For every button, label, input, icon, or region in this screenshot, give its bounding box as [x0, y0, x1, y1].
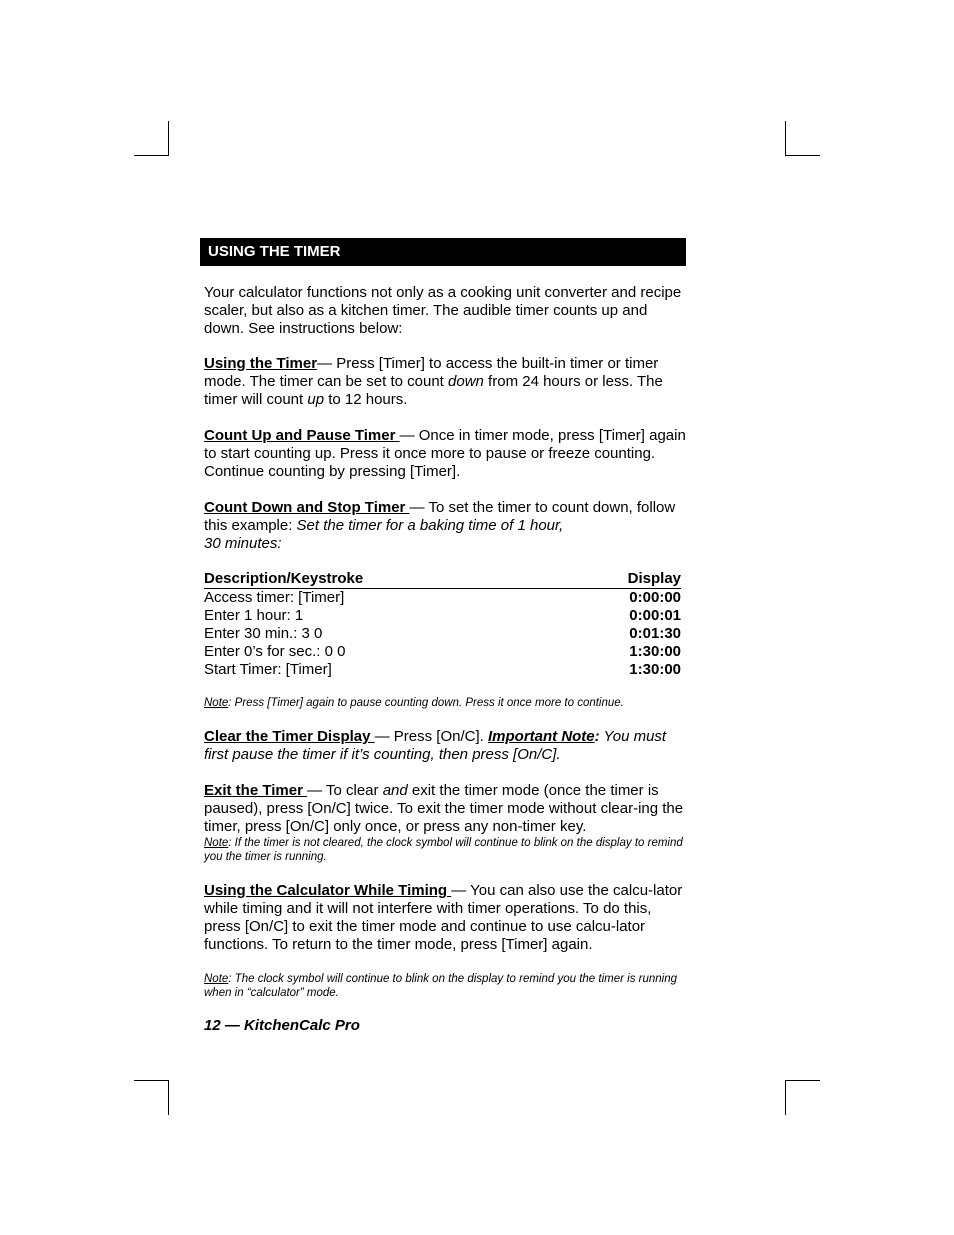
- count-down-paragraph: [204, 499, 686, 553]
- page-footer: 12 — KitchenCalc Pro: [204, 1017, 360, 1034]
- using-timer-paragraph: [204, 355, 686, 409]
- crop-mark: [785, 1080, 786, 1115]
- row-display: 0:01:30: [629, 625, 681, 642]
- count-up-paragraph: [204, 427, 686, 481]
- important-note-label: Important Note: [487, 728, 595, 745]
- count-down-text: — To set the timer to count down, follow this example:: [204, 499, 676, 534]
- clear-paragraph: [204, 728, 686, 764]
- note-text: : Press [Timer] again to pause counting down. Press it once more to continue.: [228, 697, 624, 709]
- note-label: Note: [204, 837, 229, 849]
- table-row: [204, 643, 681, 661]
- using-timer-heading: Using the Timer: [204, 355, 318, 372]
- crop-mark: [785, 1080, 820, 1081]
- row-description: Enter 30 min.: 3 0: [204, 625, 323, 642]
- note-label: Note: [204, 697, 229, 709]
- exit-text: — To clear: [307, 782, 383, 799]
- clear-text: — Press [On/C].: [374, 728, 488, 745]
- table-row: [204, 607, 681, 625]
- row-description: Enter 1 hour: 1: [204, 607, 304, 624]
- note-text: : The clock symbol will continue to blink on the display to remind you the timer is running when in “calculator” mode.: [204, 973, 678, 999]
- table-row: [204, 589, 681, 607]
- crop-mark: [134, 155, 169, 156]
- using-timer-text: from 24 hours or less. The timer will count: [204, 373, 663, 408]
- row-description: Start Timer: [Timer]: [204, 661, 332, 678]
- row-display: 0:00:00: [629, 589, 681, 606]
- section-header: [200, 238, 686, 266]
- column-header-display: Display: [627, 570, 681, 587]
- crop-mark: [134, 1080, 169, 1081]
- clear-heading: Clear the Timer Display: [204, 728, 375, 745]
- note-text: : If the timer is not cleared, the clock symbol will continue to blink on the display to remind you the timer is running.: [204, 837, 683, 863]
- note-calculator-mode: [204, 972, 686, 1000]
- row-display: 0:00:01: [629, 607, 681, 624]
- table-row: [204, 625, 681, 643]
- exit-heading: Exit the Timer: [204, 782, 308, 799]
- emphasis: Set the timer for a baking time of 1 hour,: [296, 517, 564, 534]
- row-display: 1:30:00: [629, 661, 681, 678]
- note-label: Note: [204, 973, 229, 985]
- note-pause: [204, 696, 686, 710]
- calc-while-timing-text: — You can also use the calcu-lator while timing and it will not interfere with timer operations. To do this, press [On/C] to exit the timer mode and continue to use calcu-lator functions. To return to the timer mode, press [Timer] again.: [204, 882, 683, 953]
- note-clock-blink: [204, 836, 686, 864]
- row-description: Access timer: [Timer]: [204, 589, 345, 606]
- crop-mark: [168, 121, 169, 156]
- emphasis: and: [382, 782, 408, 799]
- crop-mark: [785, 121, 786, 156]
- exit-paragraph: [204, 782, 686, 864]
- crop-mark: [168, 1080, 169, 1115]
- count-down-heading: Count Down and Stop Timer: [204, 499, 410, 516]
- row-description: Enter 0’s for sec.: 0 0: [204, 643, 346, 660]
- table-row: [204, 661, 681, 679]
- important-note-text: You must first pause the timer if it’s counting, then press [On/C].: [204, 728, 667, 763]
- emphasis: 30 minutes:: [204, 535, 282, 552]
- using-timer-text: to 12 hours.: [324, 391, 408, 408]
- calc-while-timing-paragraph: [204, 882, 686, 954]
- section-title: USING THE TIMER: [208, 243, 341, 260]
- keystroke-table: [204, 570, 681, 679]
- calc-while-timing-heading: Using the Calculator While Timing: [204, 882, 452, 899]
- important-note-colon: :: [594, 728, 600, 745]
- count-up-heading: Count Up and Pause Timer: [204, 427, 400, 444]
- crop-mark: [785, 155, 820, 156]
- emphasis: down: [448, 373, 484, 390]
- emphasis: up: [307, 391, 325, 408]
- using-timer-text: — Press [Timer] to access the built-in timer or timer mode. The timer can be set to count: [204, 355, 659, 390]
- exit-text: exit the timer mode (once the timer is paused), press [On/C] twice. To exit the timer mode without clear-ing the timer, press [On/C] only once, or press any non-timer key.: [204, 782, 684, 835]
- count-up-text: — Once in timer mode, press [Timer] again to start counting up. Press it once more to pause or freeze counting. Continue counting by pressing [Timer].: [204, 427, 686, 480]
- row-display: 1:30:00: [629, 643, 681, 660]
- column-header-description: Description/Keystroke: [204, 570, 364, 587]
- table-header: [204, 570, 681, 589]
- intro-paragraph: Your calculator functions not only as a cooking unit converter and recipe scaler, but also as a kitchen timer. The audible timer counts up and down. See instructions below:: [204, 284, 682, 337]
